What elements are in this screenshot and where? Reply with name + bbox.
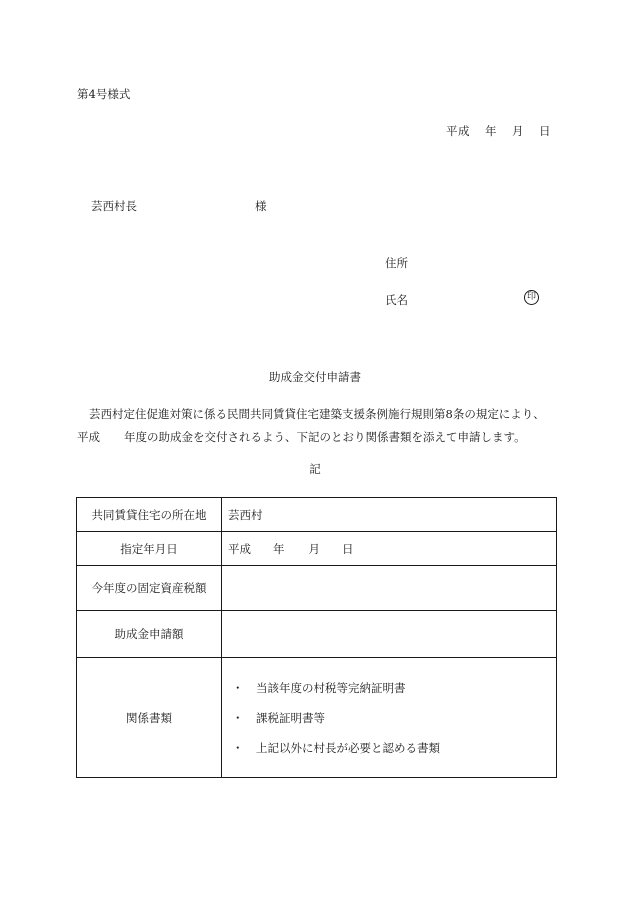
seal-mark: 印 bbox=[524, 290, 539, 305]
designated-date-month: 月 bbox=[308, 541, 320, 556]
location-value: 芸西村 bbox=[222, 498, 557, 532]
related-docs-list-cell bbox=[222, 658, 557, 778]
designated-date-year: 年 bbox=[273, 541, 285, 556]
header-date-month: 月 bbox=[512, 124, 524, 138]
list-item bbox=[232, 733, 556, 763]
form-number: 第4号様式 bbox=[77, 87, 131, 101]
related-docs-label: 関係書類 bbox=[77, 658, 222, 778]
location-label: 共同賃貸住宅の所在地 bbox=[77, 498, 222, 532]
list-item bbox=[232, 673, 556, 703]
name-label: 氏名 bbox=[385, 293, 408, 307]
related-doc-text: 課税証明書等 bbox=[256, 710, 325, 725]
designated-date-label: 指定年月日 bbox=[77, 532, 222, 566]
table-row-property-tax bbox=[77, 566, 557, 611]
ki-heading: 記 bbox=[309, 462, 321, 476]
header-date bbox=[446, 123, 551, 139]
grant-amount-value bbox=[222, 611, 557, 658]
body-paragraph bbox=[77, 403, 545, 449]
related-doc-text: 当該年度の村税等完納証明書 bbox=[256, 680, 406, 695]
list-item bbox=[232, 703, 556, 733]
designated-date-value bbox=[222, 532, 557, 566]
body-line-1: 芸西村定住促進対策に係る民間共同賃貸住宅建築支援条例施行規則第8条の規定により、 bbox=[89, 407, 545, 421]
bullet-icon: ・ bbox=[232, 680, 244, 695]
table-row-location bbox=[77, 498, 557, 532]
bullet-icon: ・ bbox=[232, 710, 244, 725]
designated-date-day: 日 bbox=[342, 541, 354, 556]
header-date-era: 平成 bbox=[446, 124, 470, 138]
document-title: 助成金交付申請書 bbox=[269, 370, 361, 384]
designated-date-era: 平成 bbox=[228, 541, 251, 556]
address-label: 住所 bbox=[385, 256, 408, 270]
table-row-related-docs bbox=[77, 658, 557, 778]
addressee-honorific: 様 bbox=[255, 199, 267, 213]
related-docs-list bbox=[228, 673, 556, 763]
bullet-icon: ・ bbox=[232, 740, 244, 755]
grant-amount-label: 助成金申請額 bbox=[77, 611, 222, 658]
table-row-designated-date bbox=[77, 532, 557, 566]
body-line-2 bbox=[77, 426, 545, 449]
application-details-table bbox=[76, 497, 557, 778]
property-tax-value bbox=[222, 566, 557, 611]
addressee-title: 芸西村長 bbox=[91, 199, 137, 213]
table-row-grant-amount bbox=[77, 611, 557, 658]
body-line-2-rest: 年度の助成金を交付されるよう、下記のとおり関係書類を添えて申請します。 bbox=[124, 430, 526, 444]
header-date-day: 日 bbox=[539, 124, 551, 138]
related-doc-text: 上記以外に村長が必要と認める書類 bbox=[256, 740, 440, 755]
property-tax-label: 今年度の固定資産税額 bbox=[77, 566, 222, 611]
body-line-2-era: 平成 bbox=[77, 430, 100, 444]
header-date-year: 年 bbox=[485, 124, 497, 138]
